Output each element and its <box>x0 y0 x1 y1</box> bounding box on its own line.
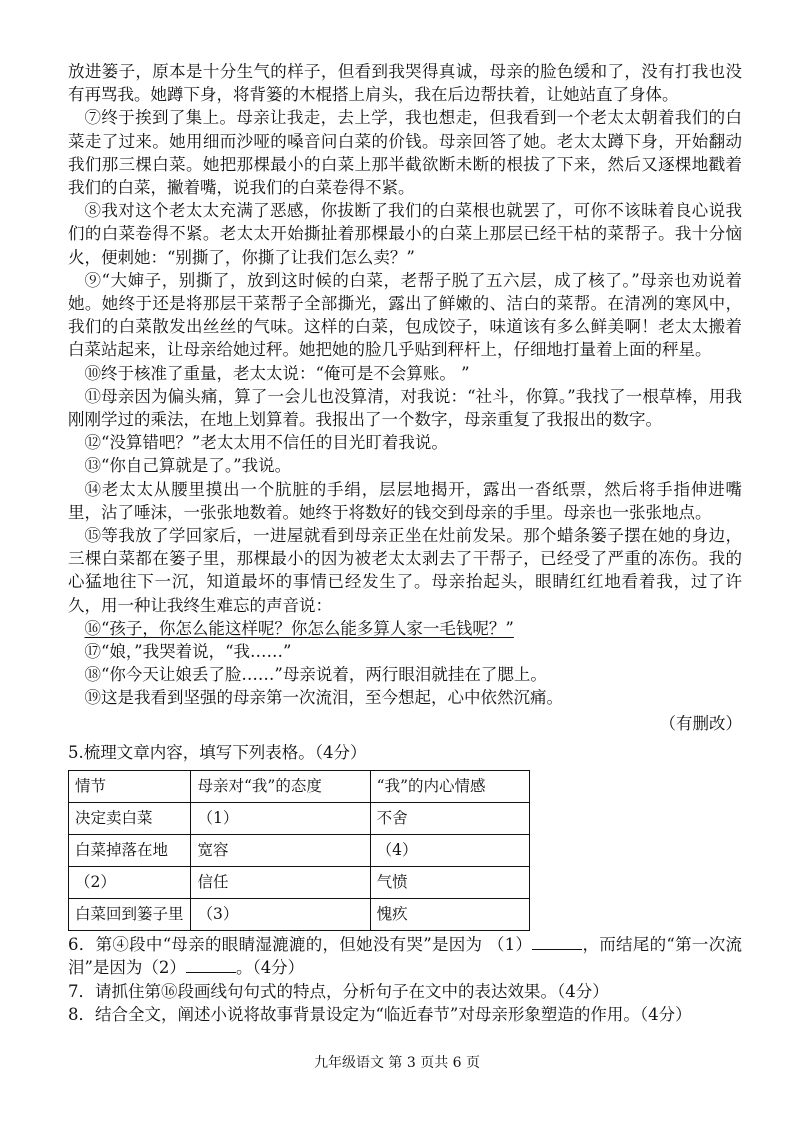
paragraph-text: ⑪母亲因为偏头痛，算了一会儿也没算清，对我说：“社斗，你算。”我找了一根草棒，用我刚刚学过的乘法，在地上划算着。我报出了一个数字，母亲重复了我报出的数字。 <box>68 386 742 430</box>
paragraph-text: 放进篓子，原本是十分生气的样子，但看到我哭得真诚，母亲的脸色缓和了，没有打我也没有再骂我。她蹲下身，将背篓的木棍搭上肩头，我在后边帮扶着，让她站直了身体。 <box>68 62 742 105</box>
paragraph-p15 <box>68 524 742 617</box>
table-cell: 决定卖白菜 <box>69 803 191 835</box>
paragraph-p13 <box>68 454 742 477</box>
paragraph-text: ⑱“你今天让娘丢了脸……”母亲说着，两行眼泪就挂在了腮上。 <box>84 665 547 685</box>
question-6 <box>68 933 742 979</box>
question-8: 8．结合全文，阐述小说将故事背景设定为“临近春节”对母亲形象塑造的作用。（4分） <box>68 1004 692 1024</box>
question-5-title: 5.梳理文章内容，填写下列表格。（4分） <box>68 742 367 762</box>
reading-passage <box>68 60 742 1026</box>
question-7: 7．请抓住第⑯段画线句句式的特点，分析句子在文中的表达效果。（4分） <box>68 981 609 1001</box>
page-footer: 九年级语文 第 3 页共 6 页 <box>313 1055 481 1071</box>
table-row <box>69 867 530 899</box>
paragraph-text: ⑭老太太从腰里摸出一个肮脏的手绢，层层地揭开，露出一沓纸票，然后将手指伸进嘴里，沾了唾沫，一张张地数着。她终于将数好的钱交到母亲的手里。母亲也一张张地点。 <box>68 479 742 522</box>
paragraph-text: ⑩终于核准了重量，老太太说：“俺可是不会算账。 ” <box>84 363 470 383</box>
paragraph-p16 <box>68 617 742 640</box>
table-cell: （2） <box>69 867 191 899</box>
paragraph-text: ⑲这是我看到坚强的母亲第一次流泪，至今想起，心中依然沉痛。 <box>84 688 563 708</box>
paragraph-text: ⑫“没算错吧？”老太太用不信任的目光盯着我说。 <box>84 433 448 453</box>
source-note: （有删改） <box>659 713 742 733</box>
paragraph-text: ⑮等我放了学回家后，一进屋就看到母亲正坐在灶前发呆。那个蜡条篓子摆在她的身边，三棵白菜都在篓子里，那棵最小的因为被老太太剥去了干帮子，已经受了严重的冻伤。我的心猛地往下一沉，知道最坏的事情已经发生了。母亲抬起头，眼睛红红地看着我，过了许久，用一种让我终生难忘的声音说： <box>68 526 742 615</box>
table-row <box>69 899 530 931</box>
paragraph-text: ⑰“娘，”我哭着说，“我……” <box>84 642 292 662</box>
answer-blank-1[interactable] <box>532 934 582 950</box>
passage-paragraphs <box>68 60 742 710</box>
table-cell: 不舍 <box>370 803 529 835</box>
paragraph-p8 <box>68 199 742 269</box>
question-5-table <box>68 770 530 931</box>
paragraph-p10 <box>68 362 742 385</box>
table-header-cell: 情节 <box>69 771 191 803</box>
paragraph-text: ⑧我对这个老太太充满了恶感，你拔断了我们的白菜根也就罢了，可你不该昧着良心说我们的白菜卷得不紧。老太太开始撕扯着那棵最小的白菜上那层已经干枯的菜帮子。我十分恼火，便刺她：“别撕了，你撕了让我们怎么卖？” <box>68 201 742 267</box>
paragraph-text: ⑨“大婶子，别撕了，放到这时候的白菜，老帮子脱了五六层，成了核了。”母亲也劝说着她。她终于还是将那层干菜帮子全部撕光，露出了鲜嫩的、洁白的菜帮。在清冽的寒风中，我们的白菜散发出丝丝的气味。这样的白菜，包成饺子，味道该有多么鲜美啊！老太太搬着白菜站起来，让母亲给她过秤。她把她的脸几乎贴到秤杆上，仔细地打量着上面的秤星。 <box>68 270 742 360</box>
table-cell: 宽容 <box>191 835 370 867</box>
paragraph-text: ⑯“孩子，你怎么能这样呢？你怎么能多算人家一毛钱呢？” <box>84 618 514 638</box>
table-row <box>69 803 530 835</box>
table-row <box>69 835 530 867</box>
table-cell: 愧疚 <box>370 899 529 931</box>
table-header-cell: “我”的内心情感 <box>370 771 529 803</box>
table-cell: 信任 <box>191 867 370 899</box>
table-cell: 气愤 <box>370 867 529 899</box>
table-cell: （4） <box>370 835 529 867</box>
paragraph-p_cont <box>68 60 742 106</box>
table-cell: （1） <box>191 803 370 835</box>
paragraph-p12 <box>68 431 742 454</box>
question-6-part3: 。（4分） <box>235 958 305 978</box>
paragraph-p11 <box>68 385 742 431</box>
table-header-row <box>69 771 530 803</box>
paragraph-p14 <box>68 478 742 524</box>
answer-blank-2[interactable] <box>186 957 236 973</box>
table-cell: （3） <box>191 899 370 931</box>
table-cell: 白菜回到篓子里 <box>69 899 191 931</box>
paragraph-p18 <box>68 663 742 686</box>
paragraph-p17 <box>68 640 742 663</box>
paragraph-p7 <box>68 106 742 199</box>
question-6-part1: 6．第④段中“母亲的眼睛湿漉漉的，但她没有哭”是因为 （1） <box>68 935 533 955</box>
paragraph-p9 <box>68 269 742 362</box>
table-header-cell: 母亲对“我”的态度 <box>191 771 370 803</box>
question-6-part2: ，而结尾的“第一次流泪”是因为（2） <box>68 935 742 978</box>
paragraph-text: ⑦终于挨到了集上。母亲让我走，去上学，我也想走，但我看到一个老太太朝着我们的白菜走了过来。她用细而沙哑的嗓音问白菜的价钱。母亲回答了她。老太太蹲下身，开始翻动我们那三棵白菜。她把那棵最小的白菜上那半截欲断未断的根拔了下来，然后又逐棵地戳着我们的白菜，撇着嘴，说我们的白菜卷得不紧。 <box>68 108 742 198</box>
paragraph-p19 <box>68 686 742 709</box>
table-cell: 白菜掉落在地 <box>69 835 191 867</box>
paragraph-text: ⑬“你自己算就是了。”我说。 <box>84 456 292 476</box>
